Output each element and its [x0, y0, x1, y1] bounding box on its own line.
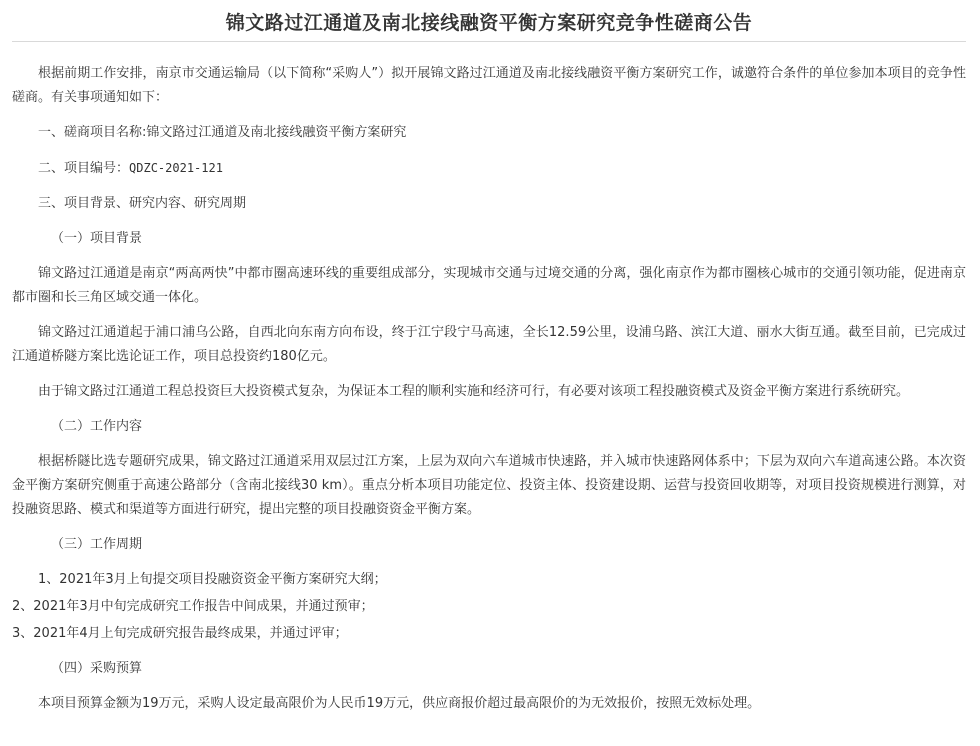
subheading-work-period: （三）工作周期	[51, 537, 143, 552]
subheading-budget: （四）采购预算	[51, 661, 143, 676]
background-paragraph-3: 由于锦文路过江通道工程总投资巨大投资模式复杂，为保证本工程的顺利实施和经济可行，有必要对该项工程投融资模式及资金平衡方案进行系统研究。	[38, 384, 910, 399]
period-item-1: 1、2021年3月上旬提交项目投融资资金平衡方案研究大纲；	[38, 572, 387, 587]
subheading-work-content: （二）工作内容	[51, 419, 143, 434]
page-title: 锦文路过江通道及南北接线融资平衡方案研究竞争性磋商公告	[12, 0, 966, 42]
project-code-label: 二、项目编号：	[38, 161, 130, 176]
background-paragraph-2: 锦文路过江通道起于浦口浦乌公路，自西北向东南方向布设，终于江宁段宁马高速，全长12.59公里，设浦乌路、滨江大道、丽水大街互通。截至目前，已完成过江通道桥隧方案比选论证工作，项目总投资约180亿元。	[12, 325, 966, 364]
period-item-2: 2、2021年3月中旬完成研究工作报告中间成果，并通过预审；	[12, 599, 374, 614]
subheading-background: （一）项目背景	[51, 231, 143, 246]
section-project-code	[12, 156, 966, 181]
announcement-body	[12, 42, 966, 716]
background-paragraph-1: 锦文路过江通道是南京“两高两快”中都市圈高速环线的重要组成部分，实现城市交通与过境交通的分离，强化南京作为都市圈核心城市的交通引领功能，促进南京都市圈和长三角区域交通一体化。	[12, 266, 966, 305]
period-item-3: 3、2021年4月上旬完成研究报告最终成果，并通过评审；	[12, 626, 348, 641]
section-background-heading: 三、项目背景、研究内容、研究周期	[38, 196, 247, 211]
budget-paragraph: 本项目预算金额为19万元，采购人设定最高限价为人民币19万元，供应商报价超过最高限价的为无效报价，按照无效标处理。	[38, 696, 761, 711]
section-project-name: 一、磋商项目名称:锦文路过江通道及南北接线融资平衡方案研究	[38, 125, 407, 140]
work-content-paragraph: 根据桥隧比选专题研究成果，锦文路过江通道采用双层过江方案，上层为双向六车道城市快速路，并入城市快速路网体系中；下层为双向六车道高速公路。本次资金平衡方案研究侧重于高速公路部分（含南北接线30 km）。重点分析本项目功能定位、投资主体、投资建设期、运营与投资回收期等，对项目投资规模进行测算，对投融资思路、模式和渠道等方面进行研究，提出完整的项目投融资资金平衡方案。	[12, 454, 966, 517]
intro-paragraph: 根据前期工作安排，南京市交通运输局（以下简称“采购人”）拟开展锦文路过江通道及南北接线融资平衡方案研究工作，诚邀符合条件的单位参加本项目的竞争性磋商。有关事项通知如下：	[12, 66, 966, 105]
project-code-value: QDZC-2021-121	[129, 161, 223, 175]
